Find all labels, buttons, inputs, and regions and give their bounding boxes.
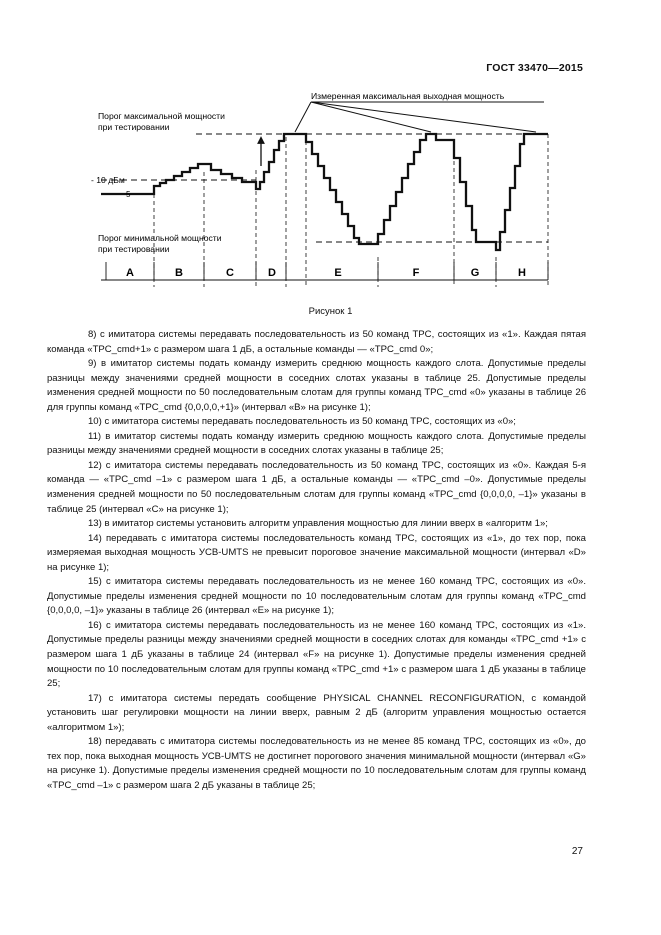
paragraph-step-15: 15) с имитатора системы передавать последовательность из не менее 160 команд TPC, состоящих из «0». Допустимые пределы изменения средней мощности по 10 последовательным слотам для группы команд «TPC_cmd {0,0,0,0, –1}» указаны в таблице 26 (интервал «E» на рисунке 1); [47, 576, 586, 617]
page-number: 27 [571, 846, 583, 857]
paragraph-step-14: 14) передавать с имитатора системы последовательность команд TPC, состоящих из «1», до тех пор, пока измеряемая выходная мощность УСВ-UMTS не превысит пороговое значение максимальной мощности (интервал «D» на рисунке 1); [47, 532, 586, 573]
figure-caption: Рисунок 1 [308, 306, 353, 317]
max-power-leaders [295, 102, 544, 132]
interval-label-c: C [226, 267, 234, 279]
paragraph-step-13: 13) в имитатор системы установить алгоритм управления мощностью для линии вверх в «алгоритм 1»; [88, 518, 548, 530]
max-threshold-label-2: при тестировании [98, 122, 170, 132]
figure-power-control-diagram [86, 82, 566, 302]
min-threshold-label-2: при тестировании [98, 244, 170, 254]
paragraph-step-11: 11) в имитатор системы подать команду измерить среднюю мощность каждого слота. Допустимые пределы разницы между значениями средней мощности в соседних слотах указаны в таблице 25; [47, 430, 586, 457]
paragraph-step-16: 16) с имитатора системы передавать последовательность из не менее 160 команд TPC, состоящих из «1». Допустимые пределы разницы между значениями средней мощности в соседних слотах для команды «TPC_cmd +1» с размером шага 1 дБ указаны в таблице 24 (интервал «F» на рисунке 1). Допустимые пределы изменения средней мощности по 10 последовательным слотам для группы команд «TPC_cmd +1» с размером шага 1 дБ указаны в таблице 25; [47, 619, 586, 690]
interval-boundaries [154, 134, 548, 287]
interval-label-e: E [334, 267, 342, 279]
paragraph-step-17: 17) с имитатора системы передать сообщение PHYSICAL CHANNEL RECONFIGURATION, с командой установить шаг регулировки мощности на линии вверх, равным 2 дБ (алгоритм управления мощностью остается «алгоритмом 1»); [47, 692, 586, 733]
interval-label-f: F [412, 267, 420, 279]
body-text [47, 328, 586, 794]
level-label: - 10 дБм [91, 175, 125, 185]
paragraph-step-12: 12) с имитатора системы передавать последовательность из 50 команд TPC, состоящих из «0». Каждая 5-я команда — «TPC_cmd –1» с размером шага 1 дБ, а остальные команды — «TPC_cmd –0». Допустимые пределы изменения средней мощности по 50 последовательным слотам для группы команд «TPC_cmd {0,0,0,0, –1}» указаны в таблице 25 (интервал «C» на рисунке 1); [47, 459, 586, 515]
interval-label-b: B [175, 267, 183, 279]
document-code: ГОСТ 33470—2015 [486, 62, 583, 74]
interval-axis [101, 262, 548, 280]
paragraph-step-9: 9) в имитатор системы подать команду измерить среднюю мощность каждого слота. Допустимые пределы разницы между значениями средней мощности в соседних слотах указаны в таблице 25. Допустимые пределы изменения средней мощности по 50 последовательным слотам для группы команд TPC_cmd «0» указаны в таблице 26 для группы команд «TPC_cmd {0,0,0,0,+1}» (интервал «B» на рисунке 1); [47, 358, 586, 413]
max-threshold-label-1: Порог максимальной мощности [98, 111, 225, 121]
interval-label-d: D [268, 267, 276, 279]
paragraph-step-10: 10) с имитатора системы передавать последовательность из 50 команд TPC, состоящих из «0»; [88, 416, 516, 428]
min-threshold-label-1: Порог минимальной мощности [98, 233, 222, 243]
interval-label-a: A [126, 267, 134, 279]
paragraph-step-8: 8) с имитатора системы передавать последовательность из 50 команд TPC, состоящих из «1». Каждая пятая команда «TPC_cmd+1» с размером шага 1 дБ, а остальные команды — «TPC_cmd 0»; [47, 329, 586, 355]
max-power-label: Измеренная максимальная выходная мощность [311, 91, 505, 101]
interval-label-h: H [518, 267, 526, 279]
level-marker: 5 [126, 190, 131, 199]
interval-label-g: G [470, 267, 480, 279]
paragraph-step-18: 18) передавать с имитатора системы последовательность из не менее 85 команд TPC, состоящих из «0», до тех пор, пока выходная мощность УСВ-UMTS не достигнет порогового значения минимальной мощности (интервал «G» на рисунке 1). Допустимые пределы изменения средней мощности по 10 последовательным слотам для группы команд «TPC_cmd –1» с размером шага 2 дБ указаны в таблице 25; [47, 736, 586, 791]
